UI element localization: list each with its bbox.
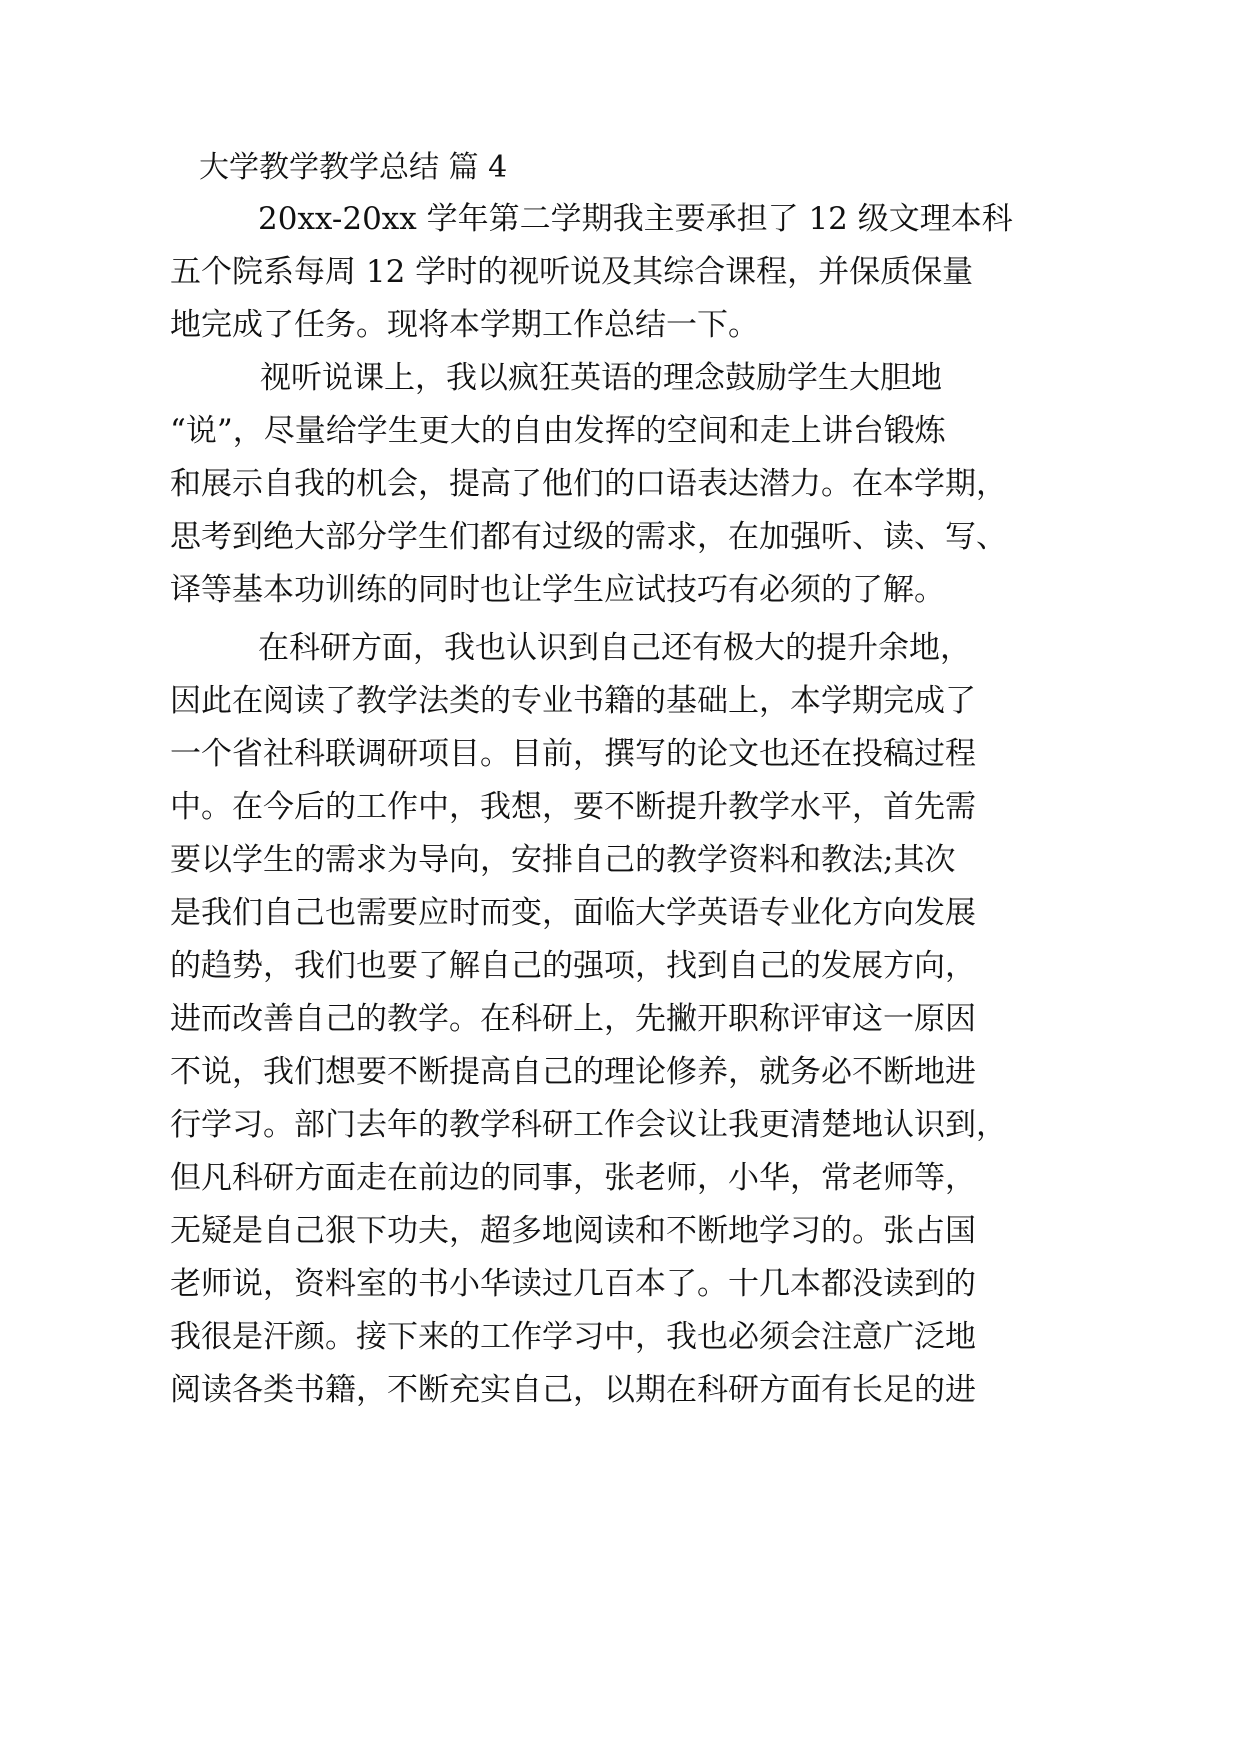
paragraph-3-line-6: 是我们自己也需要应时而变，面临大学英语专业化方向发展 xyxy=(170,895,976,931)
paragraph-3-line-10: 行学习。部门去年的教学科研工作会议让我更清楚地认识到， xyxy=(170,1107,1007,1143)
paragraph-3-line-4: 中。在今后的工作中，我想，要不断提升教学水平，首先需 xyxy=(170,789,976,825)
paragraph-3-line-1: 在科研方面，我也认识到自己还有极大的提升余地， xyxy=(258,630,971,666)
paragraph-2-line-4: 思考到绝大部分学生们都有过级的需求，在加强听、读、写、 xyxy=(170,519,1007,555)
paragraph-3-line-11: 但凡科研方面走在前边的同事，张老师，小华，常老师等， xyxy=(170,1160,976,1196)
paragraph-2-line-2: “说”，尽量给学生更大的自由发挥的空间和走上讲台锻炼 xyxy=(170,413,946,449)
paragraph-3-line-9: 不说，我们想要不断提高自己的理论修养，就务必不断地进 xyxy=(170,1054,976,1090)
paragraph-1-line-2: 五个院系每周 12 学时的视听说及其综合课程，并保质保量 xyxy=(170,254,974,290)
paragraph-3-line-3: 一个省社科联调研项目。目前，撰写的论文也还在投稿过程 xyxy=(170,736,976,772)
paragraph-3-line-12: 无疑是自己狠下功夫，超多地阅读和不断地学习的。张占国 xyxy=(170,1213,976,1249)
paragraph-3-line-2: 因此在阅读了教学法类的专业书籍的基础上，本学期完成了 xyxy=(170,683,976,719)
paragraph-3-line-7: 的趋势，我们也要了解自己的强项，找到自己的发展方向， xyxy=(170,948,976,984)
paragraph-3-line-14: 我很是汗颜。接下来的工作学习中，我也必须会注意广泛地 xyxy=(170,1319,976,1355)
paragraph-2-line-5: 译等基本功训练的同时也让学生应试技巧有必须的了解。 xyxy=(170,572,945,608)
paragraph-2-line-3: 和展示自我的机会，提高了他们的口语表达潜力。在本学期， xyxy=(170,466,1007,502)
paragraph-1-line-3: 地完成了任务。现将本学期工作总结一下。 xyxy=(170,307,759,343)
paragraph-3-line-5: 要以学生的需求为导向，安排自己的教学资料和教法;其次 xyxy=(170,842,956,878)
document-title: 大学教学教学总结 篇 4 xyxy=(199,150,508,185)
paragraph-3-line-13: 老师说，资料室的书小华读过几百本了。十几本都没读到的 xyxy=(170,1266,976,1302)
paragraph-1-line-1: 20xx-20xx 学年第二学期我主要承担了 12 级文理本科 xyxy=(258,201,1013,237)
paragraph-3-line-8: 进而改善自己的教学。在科研上，先撇开职称评审这一原因 xyxy=(170,1001,976,1037)
paragraph-2-line-1: 视听说课上，我以疯狂英语的理念鼓励学生大胆地 xyxy=(260,360,942,396)
paragraph-3-line-15: 阅读各类书籍，不断充实自己，以期在科研方面有长足的进 xyxy=(170,1372,976,1408)
